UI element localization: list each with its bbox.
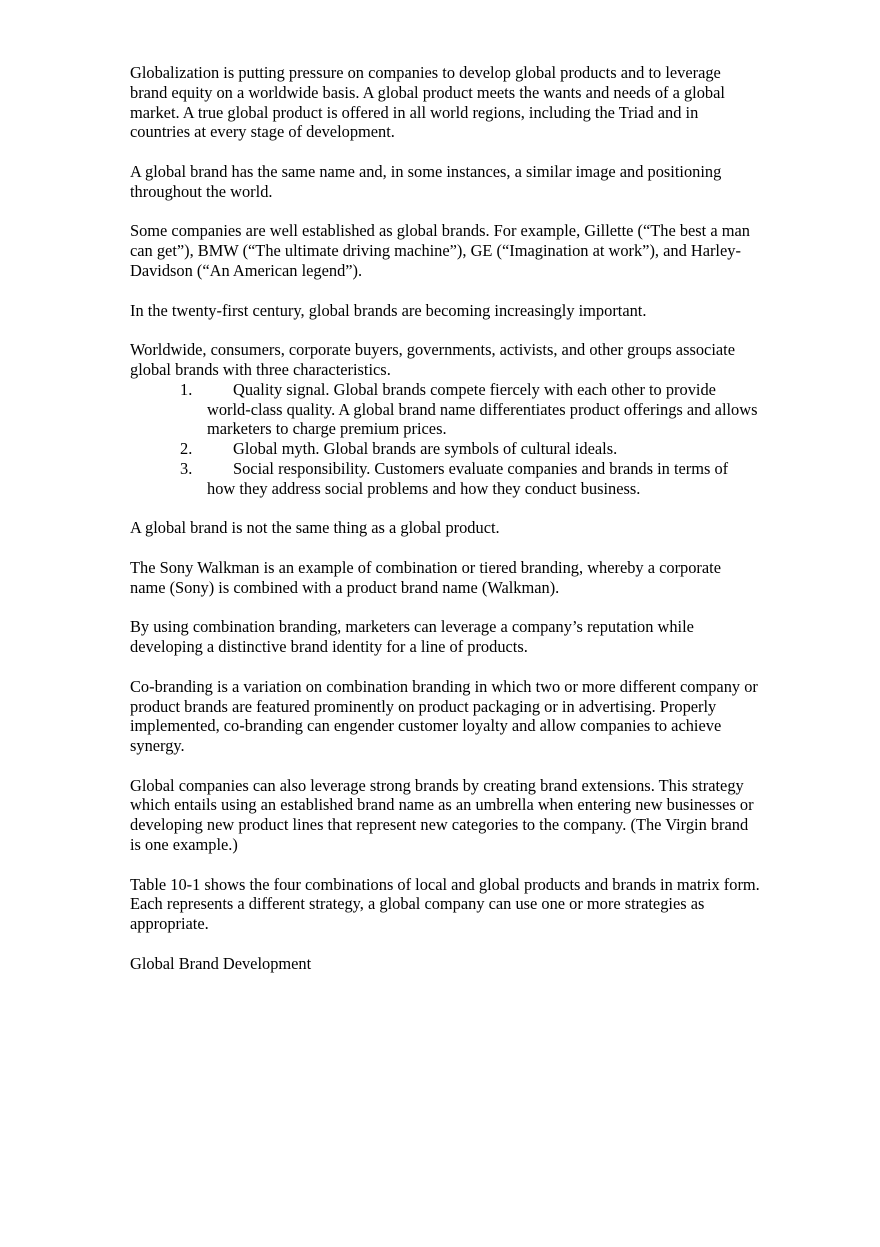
paragraph-twenty-first-century: In the twenty-first century, global brands are becoming increasingly important. <box>130 300 647 320</box>
paragraph-brand-examples: Some companies are well established as global brands. For example, Gillette (“The best a man can get”), BMW (“The ultimate driving machine”), GE (“Imagination at work”), and Harley-Davidson (“An American legend”). <box>130 221 750 280</box>
paragraph-globalization: Globalization is putting pressure on companies to develop global products and to leverage brand equity on a worldwide basis. A global product meets the wants and needs of a global market. A true global product is offered in all world regions, including the Triad and in countries at every stage of development. <box>130 63 725 142</box>
paragraph-three-characteristics: Worldwide, consumers, corporate buyers, governments, activists, and other groups associate global brands with three characteristics. <box>130 340 735 379</box>
list-item-text: Social responsibility. Customers evaluate companies and brands in terms of how they address social problems and how they conduct business. <box>207 458 729 498</box>
list-item-text: Global myth. Global brands are symbols of cultural ideals. <box>233 439 618 459</box>
section-heading: Global Brand Development <box>130 953 312 973</box>
paragraph-brand-extensions: Global companies can also leverage strong brands by creating brand extensions. This strategy which entails using an established brand name as an umbrella when entering new businesses or developing new product lines that represent new categories to the company. (The Virgin brand is one example.) <box>130 775 754 855</box>
list-item <box>130 439 760 459</box>
list-item-text: Quality signal. Global brands compete fiercely with each other to provide world-class quality. A global brand name differentiates product offerings and allows marketers to charge premium prices. <box>207 379 758 439</box>
paragraph-sony-walkman: The Sony Walkman is an example of combination or tiered branding, whereby a corporate name (Sony) is combined with a product brand name (Walkman). <box>130 557 721 597</box>
paragraph-combination-branding: By using combination branding, marketers can leverage a company’s reputation while developing a distinctive brand identity for a line of products. <box>130 617 694 657</box>
list-item-number: 1. <box>180 379 193 399</box>
list-item-number: 2. <box>180 439 193 459</box>
list-item <box>130 459 760 499</box>
characteristics-list <box>130 380 760 499</box>
list-item-number: 3. <box>180 458 193 478</box>
paragraph-table-reference: Table 10-1 shows the four combinations of local and global products and brands in matrix form. Each represents a different strategy, a global company can use one or more strategies as appropriate. <box>130 874 760 934</box>
paragraph-co-branding: Co-branding is a variation on combination branding in which two or more different company or product brands are featured prominently on product packaging or in advertising. Properly implemented, co-branding can engender customer loyalty and allow companies to achieve synergy. <box>130 676 758 756</box>
paragraph-brand-vs-product: A global brand is not the same thing as a global product. <box>130 518 500 538</box>
list-item <box>130 380 760 439</box>
paragraph-global-brand-definition: A global brand has the same name and, in some instances, a similar image and positioning throughout the world. <box>130 161 722 201</box>
document-body <box>130 63 760 993</box>
